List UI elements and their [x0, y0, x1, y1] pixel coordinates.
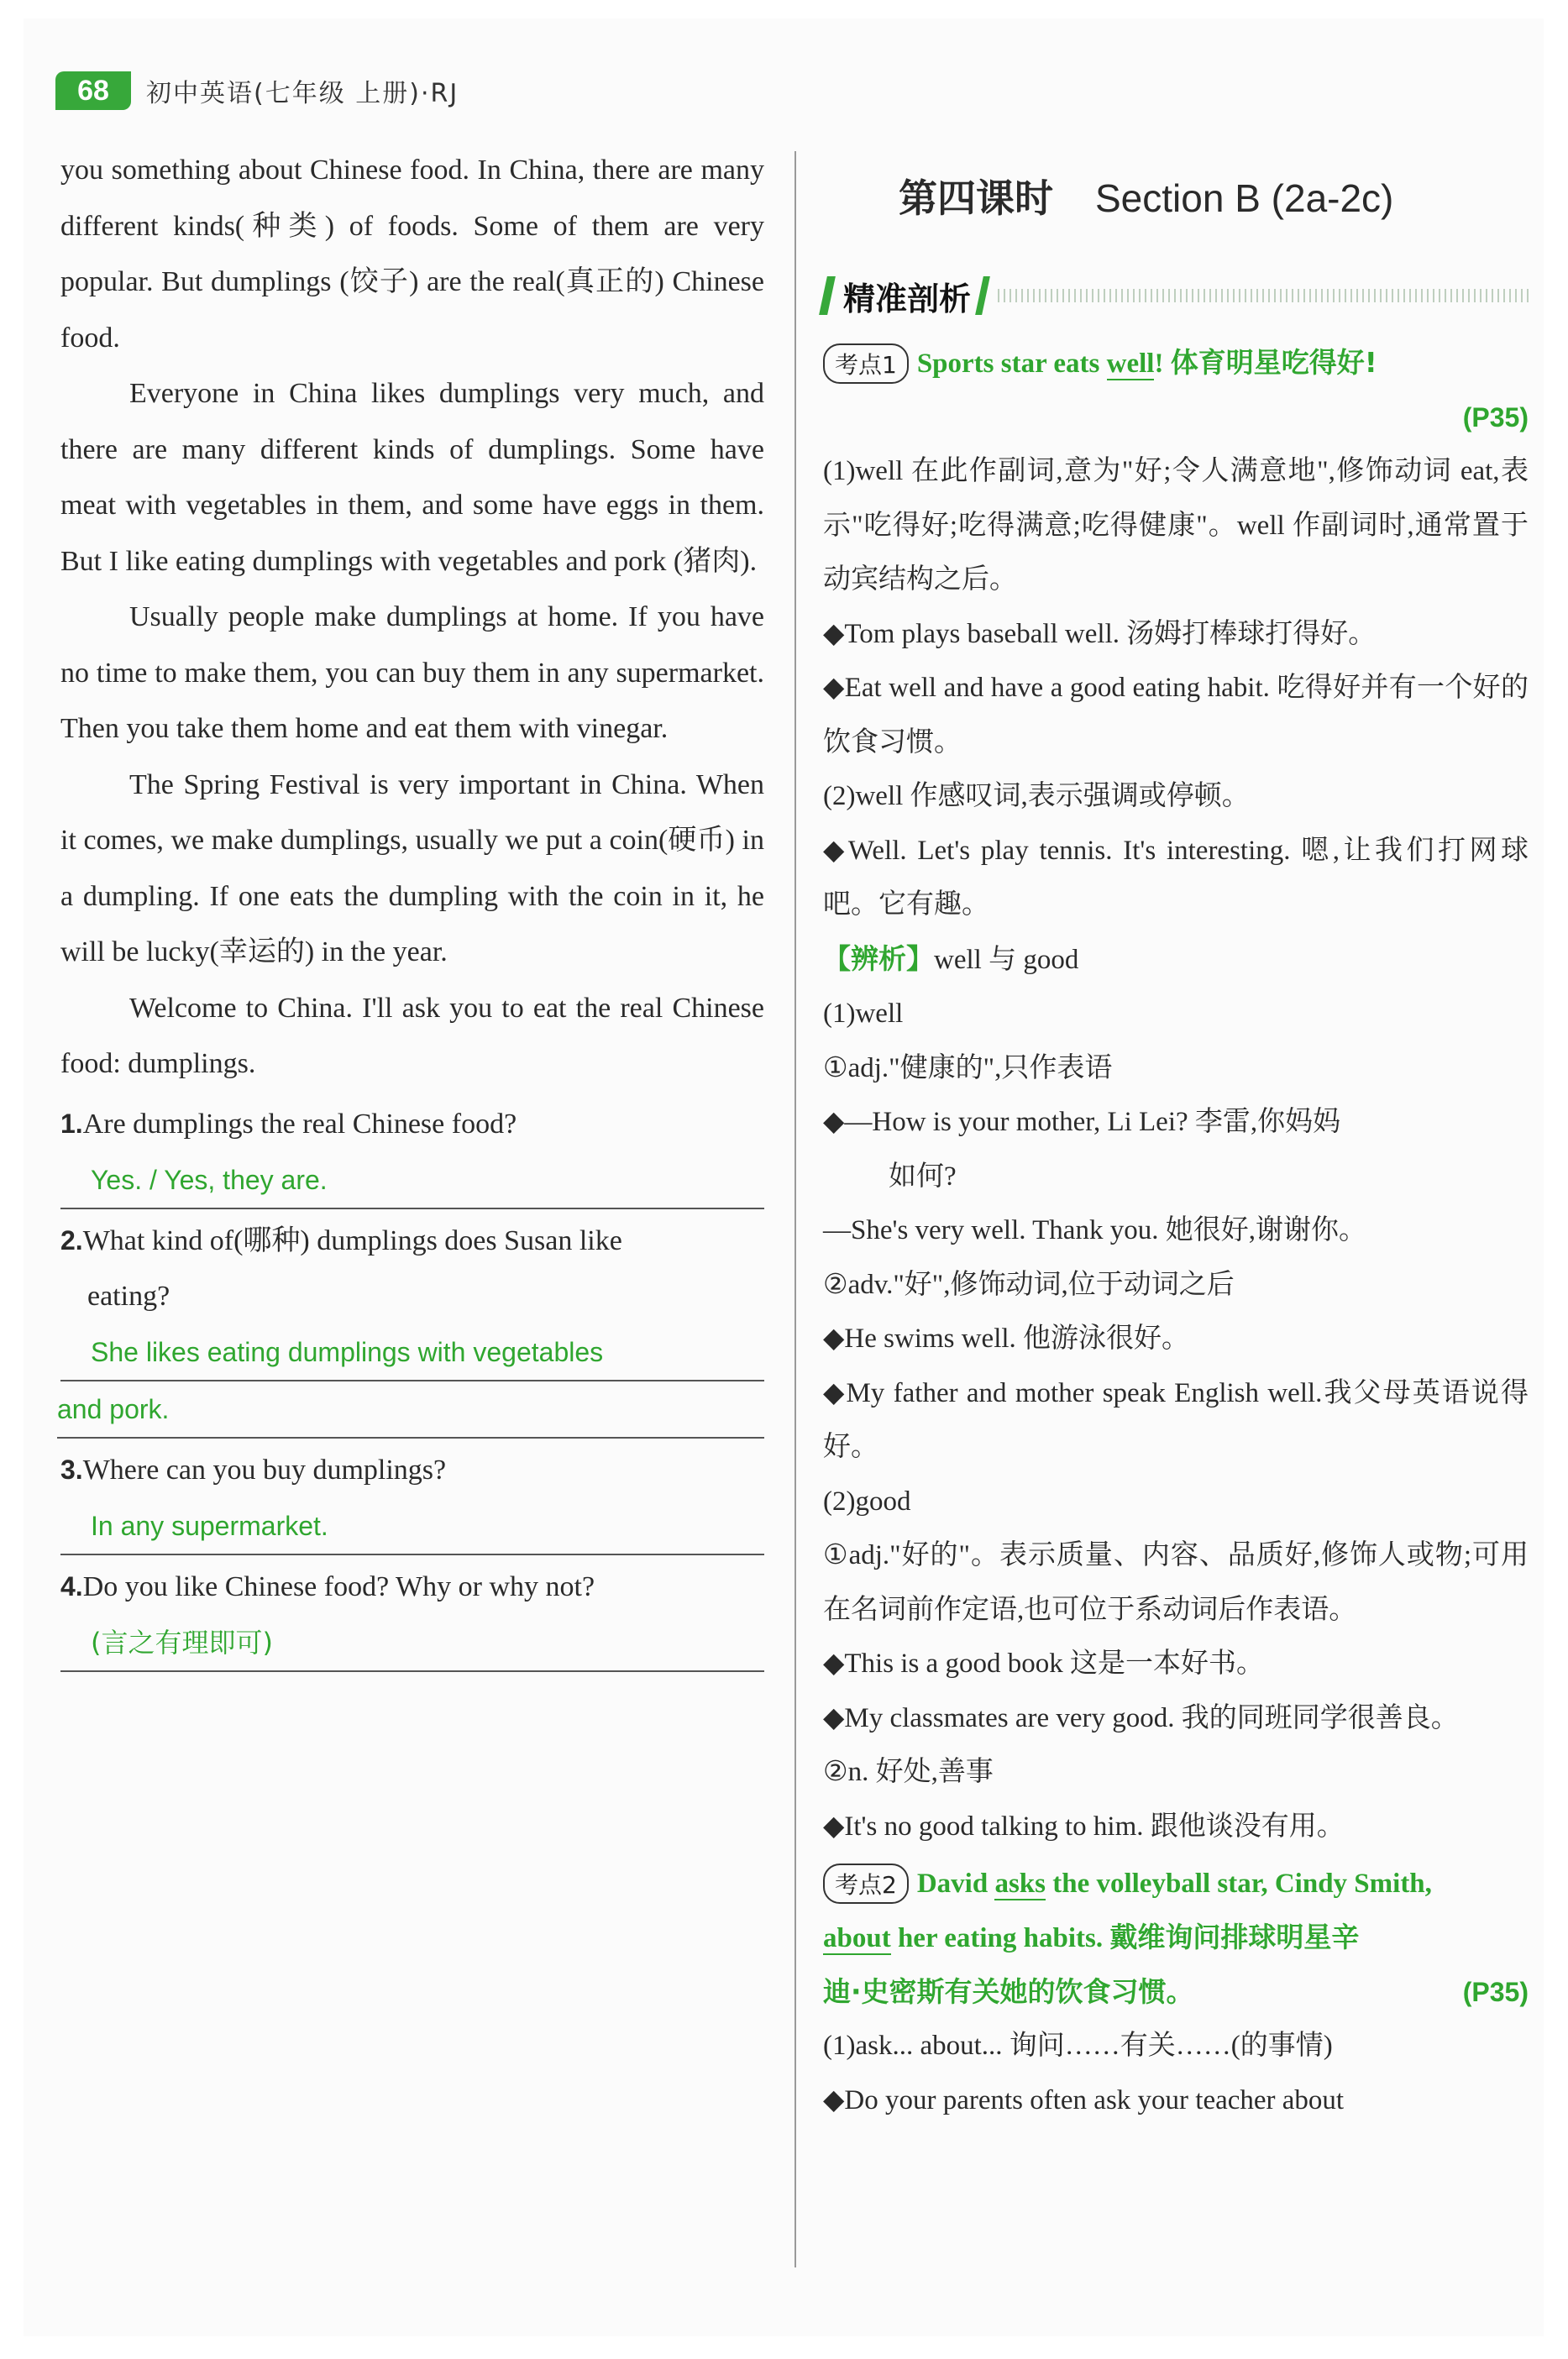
question-text: [60, 1096, 764, 1152]
passage-paragraph-2: Everyone in China likes dumplings very much, and there are many different kinds of dumplings. Some have meat with vegetables in them, and some have eggs in them. But I like eating dumplings with vegetables and pork (猪肉).: [60, 378, 764, 577]
example-line: ◆This is a good book 这是一本好书。: [823, 1649, 1264, 1679]
passage-paragraph-1: you something about Chinese food. In China, there are many different kinds(种类) of foods. Some of them are very popular. But dumplings (饺子) are the real(真正的) Chinese food.: [60, 155, 764, 354]
key-point-2-title-line-3: [823, 1965, 1529, 2019]
question-prompt: Do you like Chinese food? Why or why not?: [82, 1570, 595, 1602]
lesson-title-cn: 第四课时: [899, 176, 1053, 221]
passage-paragraph-5: Welcome to China. I'll ask you to eat the real Chinese food: dumplings.: [60, 992, 764, 1079]
example-line: ◆He swims well. 他游泳很好。: [823, 1324, 1190, 1354]
answer-line: Yes. / Yes, they are.: [60, 1152, 764, 1209]
section-label: 精准剖析: [843, 280, 972, 317]
title-text: her eating habits.: [890, 1923, 1110, 1953]
title-cn: 体育明星吃得好!: [1170, 346, 1377, 379]
question-1: [60, 1096, 764, 1209]
passage-paragraph-4: The Spring Festival is very important in China. When it comes, we make dumplings, usually we put a coin(硬币) in a dumpling. If one eats the dumpling with the coin in it, he will be lucky(幸运的) in the year.: [60, 768, 764, 967]
compare-line: ①adj."好的"。表示质量、内容、品质好,修饰人或物;可用在名词前作定语,也可位于系动词后作表语。: [823, 1540, 1529, 1625]
example-line: ◆My father and mother speak English well.我父母英语说得好。: [823, 1377, 1529, 1462]
question-prompt: Where can you buy dumplings?: [82, 1454, 447, 1486]
compare-line: ②adv."好",修饰动词,位于动词之后: [823, 1269, 1235, 1300]
question-number: 3.: [60, 1454, 83, 1485]
title-underlined: well: [1106, 349, 1155, 379]
explanation-line: (1)well 在此作副词,意为"好;令人满意地",修饰动词 eat,表示"吃得好;吃得满意;吃得健康"。well 作副词时,通常置于动宾结构之后。: [823, 456, 1529, 595]
title-underlined: asks: [994, 1869, 1046, 1899]
question-number: 4.: [60, 1570, 83, 1601]
question-prompt-continued: eating?: [87, 1280, 170, 1312]
key-point-badge: 考点2: [823, 1864, 909, 1904]
question-number: 2.: [60, 1224, 83, 1256]
page-reference: (P35): [1462, 1977, 1529, 2007]
question-text: [60, 1559, 764, 1615]
title-text: !: [1154, 349, 1171, 379]
question-3: [60, 1442, 764, 1555]
page-header: [55, 69, 459, 113]
lesson-title-en: Section B (2a-2c): [1095, 176, 1394, 220]
title-cn: 迪·史密斯有关她的饮食习惯。: [823, 1975, 1194, 2008]
answer-line: She likes eating dumplings with vegetables: [60, 1324, 764, 1381]
title-text: Sports star eats: [916, 349, 1107, 379]
section-band: [823, 270, 1529, 321]
example-line: ◆Do your parents often ask your teacher about: [823, 2084, 1345, 2115]
key-point-2-title-line-2: [823, 1911, 1529, 1965]
reading-passage: [60, 143, 764, 1093]
answer-line: In any supermarket.: [60, 1498, 764, 1555]
question-2: [57, 1213, 764, 1439]
page-number-badge: 68: [55, 71, 131, 110]
right-column: [823, 168, 1529, 2127]
key-point-1-body: [823, 444, 1529, 1853]
band-bar-icon: [975, 276, 990, 315]
book-title: 初中英语(七年级 上册)·RJ: [146, 79, 459, 108]
column-divider: [794, 151, 796, 2267]
question-prompt: What kind of(哪种) dumplings does Susan like: [82, 1224, 622, 1256]
title-underlined: about: [823, 1923, 891, 1953]
key-point-badge: 考点1: [823, 343, 909, 384]
compare-line: (2)good: [823, 1486, 911, 1517]
title-text: the volleyball star, Cindy Smith,: [1045, 1869, 1432, 1899]
answer-line: (言之有理即可): [60, 1615, 764, 1672]
question-text: [60, 1213, 764, 1269]
band-decoration: [998, 289, 1529, 302]
title-cn: 戴维询问排球明星辛: [1109, 1921, 1360, 1953]
example-line: ◆Well. Let's play tennis. It's interesting. 嗯,让我们打网球吧。它有趣。: [823, 835, 1529, 920]
key-point-2-body: [823, 2019, 1529, 2127]
example-line: ◆Eat well and have a good eating habit. 吃得好并有一个好的饮食习惯。: [823, 673, 1529, 758]
compare-tag: 【辨析】: [823, 941, 934, 975]
lesson-title: [899, 168, 1529, 235]
question-number: 1.: [60, 1108, 83, 1139]
question-4: [60, 1559, 764, 1672]
example-line: —She's very well. Thank you. 她很好,谢谢你。: [823, 1215, 1366, 1245]
question-text: [60, 1442, 764, 1498]
example-line: ◆It's no good talking to him. 跟他谈没有用。: [823, 1811, 1345, 1842]
key-point-1-heading: [823, 336, 1529, 391]
example-line-continued: 如何?: [889, 1161, 957, 1192]
compare-line: ②n. 好处,善事: [823, 1757, 994, 1787]
key-point-title: [917, 336, 1377, 391]
compare-heading: [823, 932, 1529, 988]
key-point-2-heading: [823, 1857, 1529, 1911]
title-text: David: [916, 1869, 995, 1899]
example-line: ◆Tom plays baseball well. 汤姆打棒球打得好。: [823, 618, 1377, 649]
example-line: ◆My classmates are very good. 我的同班同学很善良。: [823, 1702, 1459, 1733]
key-point-title: [917, 1857, 1432, 1911]
compare-text: well 与 good: [934, 944, 1079, 975]
passage-paragraph-3: Usually people make dumplings at home. If you have no time to make them, you can buy them in any supermarket. Then you take them home and eat them with vinegar.: [60, 601, 764, 744]
answer-line-continued: and pork.: [57, 1381, 764, 1439]
compare-line: (1)well: [823, 999, 904, 1029]
page-reference: (P35): [1462, 402, 1529, 432]
left-column: [57, 143, 764, 1672]
explanation-line: (1)ask... about... 询问……有关……(的事情): [823, 2031, 1333, 2061]
question-prompt: Are dumplings the real Chinese food?: [82, 1108, 517, 1140]
explanation-line: (2)well 作感叹词,表示强调或停顿。: [823, 781, 1250, 811]
example-line: ◆—How is your mother, Li Lei? 李雷,你妈妈: [823, 1107, 1341, 1137]
compare-line: ①adj."健康的",只作表语: [823, 1052, 1113, 1083]
